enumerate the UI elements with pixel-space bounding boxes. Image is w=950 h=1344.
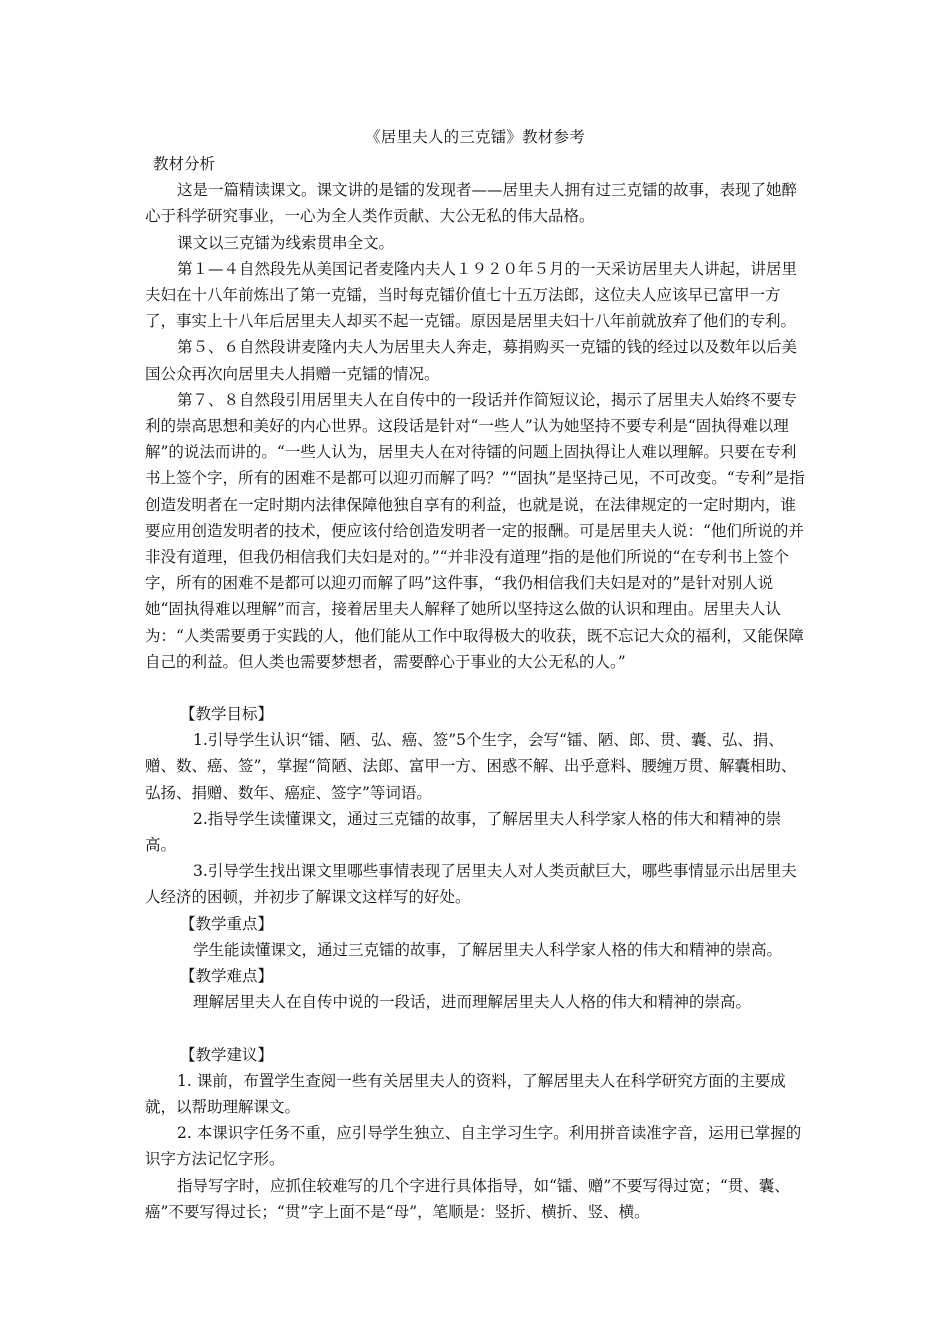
goal-item-3: 3.引导学生找出课文里哪些事情表现了居里夫人对人类贡献巨大，哪些事情显示出居里夫人经济的困顿，并初步了解课文这样写的好处。 (145, 862, 797, 907)
section-heading-analysis: 教材分析 (153, 155, 216, 173)
analysis-paragraph-2: 课文以三克镭为线索贯串全文。 (177, 233, 395, 252)
document-title: 《居里夫人的三克镭》教材参考 (365, 128, 585, 146)
suggestion-item-1: 1. 课前，布置学生查阅一些有关居里夫人的资料，了解居里夫人在科学研究方面的主要成就，以帮助理解课文。 (145, 1071, 786, 1116)
analysis-paragraph-1: 这是一篇精读课文。课文讲的是镭的发现者——居里夫人拥有过三克镭的故事，表现了她醉心于科学研究事业，一心为全人类作贡献、大公无私的伟大品格。 (145, 181, 798, 226)
document-content (145, 151, 805, 1225)
difficulty-heading: 【教学难点】 (180, 967, 274, 986)
suggestion-item-2: 2. 本课识字任务不重，应引导学生独立、自主学习生字。利用拼音读准字音，运用已掌握的识字方法记忆字形。 (145, 1124, 802, 1169)
key-point-text: 学生能读懂课文，通过三克镭的故事，了解居里夫人科学家人格的伟大和精神的崇高。 (193, 940, 783, 959)
goals-heading: 【教学目标】 (180, 705, 274, 724)
spacer (145, 675, 805, 701)
goal-item-2: 2.指导学生读懂课文，通过三克镭的故事，了解居里夫人科学家人格的伟大和精神的崇高。 (145, 809, 782, 855)
spacer (145, 1016, 805, 1042)
analysis-paragraph-3: 第１—４自然段先从美国记者麦隆内夫人１９２０年５月的一天采访居里夫人讲起，讲居里夫妇在十八年前炼出了第一克镭，当时每克镭价值七十五万法郎，这位夫人应该早已富甲一方了，事实上十八年后居里夫人却买不起一克镭。原因是居里夫妇十八年前就放弃了他们的专利。 (145, 259, 798, 331)
analysis-paragraph-5: 第７、８自然段引用居里夫人在自传中的一段话并作简短议论，揭示了居里夫人始终不要专利的崇高思想和美好的内心世界。这段话是针对“一些人”认为她坚持不要专利是“固执得难以理解”的说法而讲的。“一些人认为，居里夫人在对待镭的问题上固执得让人难以理解。只要在专利书上签个字，所有的困难不是都可以迎刃而解了吗？”“固执”是坚持己见，不可改变。“专利”是指创造发明者在一定时期内法律保障他独自享有的利益，也就是说，在法律规定的一定时期内，谁要应用创造发明者的技术，便应该付给创造发明者一定的报酬。可是居里夫人说：“他们所说的并非没有道理，但我仍相信我们夫妇是对的。”“并非没有道理”指的是他们所说的“在专利书上签个字，所有的困难不是都可以迎刃而解了吗”这件事，“我仍相信我们夫妇是对的”是针对别人说她“固执得难以理解”而言，接着居里夫人解释了她所以坚持这么做的认识和理由。居里夫人认为：“人类需要勇于实践的人，他们能从工作中取得极大的收获，既不忘记大众的福利，又能保障自己的利益。但人类也需要梦想者，需要醉心于事业的大公无私的人。” (145, 390, 805, 671)
suggestion-heading: 【教学建议】 (180, 1045, 274, 1064)
suggestion-item-3: 指导写字时，应抓住较难写的几个字进行具体指导，如“镭、赠”不要写得过宽；“贯、囊、癌”不要写得过长；“贯”字上面不是“母”，笔顺是：竖折、横折、竖、横。 (145, 1176, 790, 1221)
analysis-paragraph-4: 第５、６自然段讲麦隆内夫人为居里夫人奔走，募捐购买一克镭的钱的经过以及数年以后美国公众再次向居里夫人捐赠一克镭的情况。 (145, 338, 798, 383)
difficulty-text: 理解居里夫人在自传中说的一段话，进而理解居里夫人人格的伟大和精神的崇高。 (193, 993, 752, 1012)
key-point-heading: 【教学重点】 (180, 914, 274, 933)
goal-item-1: 1.引导学生认识“镭、陋、弘、癌、签”5个生字，会写“镭、陋、郎、贯、囊、弘、捐、赠、数、癌、签”，掌握“简陋、法郎、富甲一方、困惑不解、出乎意料、腰缠万贯、解囊相助、弘扬、捐赠、数年、癌症、签字”等词语。 (145, 731, 797, 802)
